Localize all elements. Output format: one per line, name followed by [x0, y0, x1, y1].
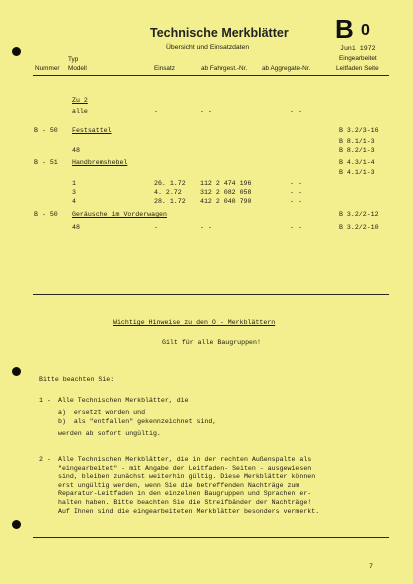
- col-typ: Typ: [68, 56, 79, 63]
- notes-intro: Bitte beachten Sie:: [39, 376, 115, 383]
- header-rule: [33, 75, 389, 76]
- item1-text: Alle Technischen Merkblätter, die: [58, 397, 189, 404]
- row-seite: B 4.1/1-3: [339, 169, 375, 176]
- document-subtitle: Übersicht und Einsatzdaten: [166, 44, 250, 51]
- item1-b: b) als "entfallen" gekennzeichnet sind,: [58, 418, 217, 425]
- document-title: Technische Merkblätter: [150, 26, 289, 40]
- row-aggregate: - -: [290, 189, 302, 196]
- row-einsatz: 26. 1.72: [154, 180, 186, 187]
- row-modell: 48: [72, 147, 80, 154]
- punch-hole-top: [12, 47, 21, 56]
- item1-c: werden ab sofort ungültig.: [58, 430, 161, 437]
- row-nummer: B - 50: [34, 127, 58, 134]
- row-aggregate: - -: [290, 224, 302, 231]
- row-modell: alle: [72, 108, 88, 115]
- row-einsatz: 4. 2.72: [154, 189, 182, 196]
- row-modell: Zu 2: [72, 97, 88, 104]
- row-fahrgest: 112 2 474 196: [200, 180, 252, 187]
- col-einsatz: Einsatz: [154, 65, 175, 72]
- col-aggregate: ab Aggregate-Nr.: [262, 65, 311, 72]
- row-seite: B 3.2/3-16: [339, 127, 379, 134]
- row-modell: 48: [72, 224, 80, 231]
- item1-a: a) ersetzt worden und: [58, 409, 146, 416]
- bottom-rule: [33, 537, 389, 538]
- item1-label: 1 -: [39, 397, 51, 404]
- item2-line: Auf Ihnen sind die eingearbeiteten Merkblätter besonders vermerkt.: [58, 507, 320, 515]
- notes-heading: Wichtige Hinweise zu den O - Merkblättern: [113, 319, 276, 326]
- row-modell: Handbremshebel: [72, 159, 128, 166]
- row-seite: B 8.1/1-3: [339, 138, 375, 145]
- row-fahrgest: 412 2 040 790: [200, 198, 252, 205]
- row-modell: Festsattel: [72, 127, 112, 134]
- row-modell: 3: [72, 189, 76, 196]
- row-fahrgest: 312 2 082 058: [200, 189, 252, 196]
- item2-line: Alle Technischen Merkblätter, die in der rechten Außenspalte als: [58, 456, 312, 463]
- item2-line: sind, bleiben zunächst weiterhin gültig. Diese Merkblätter können: [58, 473, 316, 481]
- row-nummer: B - 51: [34, 159, 58, 166]
- row-fahrgest: - -: [200, 108, 212, 115]
- punch-hole-middle: [12, 367, 21, 376]
- document-date: Juni 1972: [340, 45, 376, 52]
- item2-label: 2 -: [39, 456, 51, 463]
- row-seite: B 3.2/2-12: [339, 211, 379, 218]
- row-aggregate: - -: [290, 108, 302, 115]
- row-seite: B 4.3/1-4: [339, 159, 375, 166]
- col-modell: Modell: [68, 65, 87, 72]
- table-end-rule: [33, 294, 389, 295]
- row-aggregate: - -: [290, 180, 302, 187]
- row-einsatz: -: [154, 108, 158, 115]
- notes-subheading: Gilt für alle Baugruppen!: [162, 339, 261, 346]
- page-number: 7: [369, 563, 373, 570]
- row-modell: Geräusche im Vorderwagen: [72, 211, 167, 218]
- code-number: 0: [361, 22, 370, 39]
- row-seite: B 3.2/2-10: [339, 224, 379, 231]
- col-fahrgest: ab Fahrgest.-Nr.: [201, 65, 248, 72]
- row-modell: 1: [72, 180, 76, 187]
- col-nummer: Nummer: [35, 65, 60, 72]
- row-einsatz: 28. 1.72: [154, 198, 186, 205]
- row-fahrgest: - -: [200, 224, 212, 231]
- col-leitfaden: Leitfaden Seite: [336, 65, 379, 72]
- item2-line: erst ungültig werden, wenn Sie die betreffenden Nachträge zum: [58, 481, 300, 489]
- row-einsatz: -: [154, 224, 158, 231]
- item2-line: halten haben. Bitte beachten Sie die Streifbänder der Nachträge!: [58, 499, 312, 506]
- item2-line: "eingearbeitet" - mit Angabe der Leitfaden- Seiten - ausgewiesen: [58, 464, 312, 472]
- item2-line: Reparatur-Leitfaden in den einzelnen Baugruppen und Sprachen er-: [58, 490, 312, 498]
- row-seite: B 8.2/1-3: [339, 147, 375, 154]
- col-eingearbeitet: Eingearbeitet: [339, 55, 377, 62]
- row-aggregate: - -: [290, 198, 302, 205]
- code-letter: B: [335, 14, 354, 44]
- row-modell: 4: [72, 198, 76, 205]
- row-nummer: B - 50: [34, 211, 58, 218]
- punch-hole-bottom: [12, 520, 21, 529]
